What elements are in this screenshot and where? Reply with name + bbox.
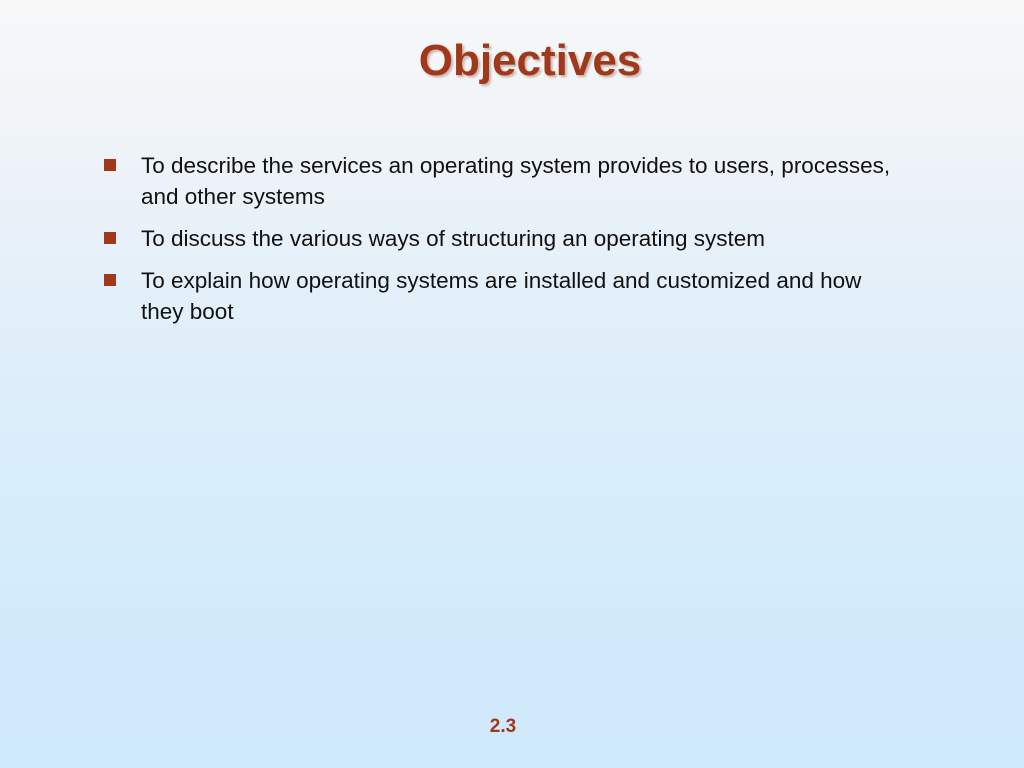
square-bullet-icon xyxy=(104,274,116,286)
objectives-list xyxy=(102,150,892,338)
slide-title: Objectives xyxy=(418,36,642,85)
list-item xyxy=(102,150,892,212)
list-item xyxy=(102,223,892,254)
bullet-text: To discuss the various ways of structuring an operating system xyxy=(141,226,766,251)
list-item xyxy=(102,265,892,327)
bullet-text: To describe the services an operating system provides to users, processes, and other systems xyxy=(141,153,891,209)
square-bullet-icon xyxy=(104,232,116,244)
bullet-text: To explain how operating systems are installed and customized and how they boot xyxy=(141,268,862,324)
square-bullet-icon xyxy=(104,159,116,171)
page-number: 2.3 xyxy=(489,716,517,737)
